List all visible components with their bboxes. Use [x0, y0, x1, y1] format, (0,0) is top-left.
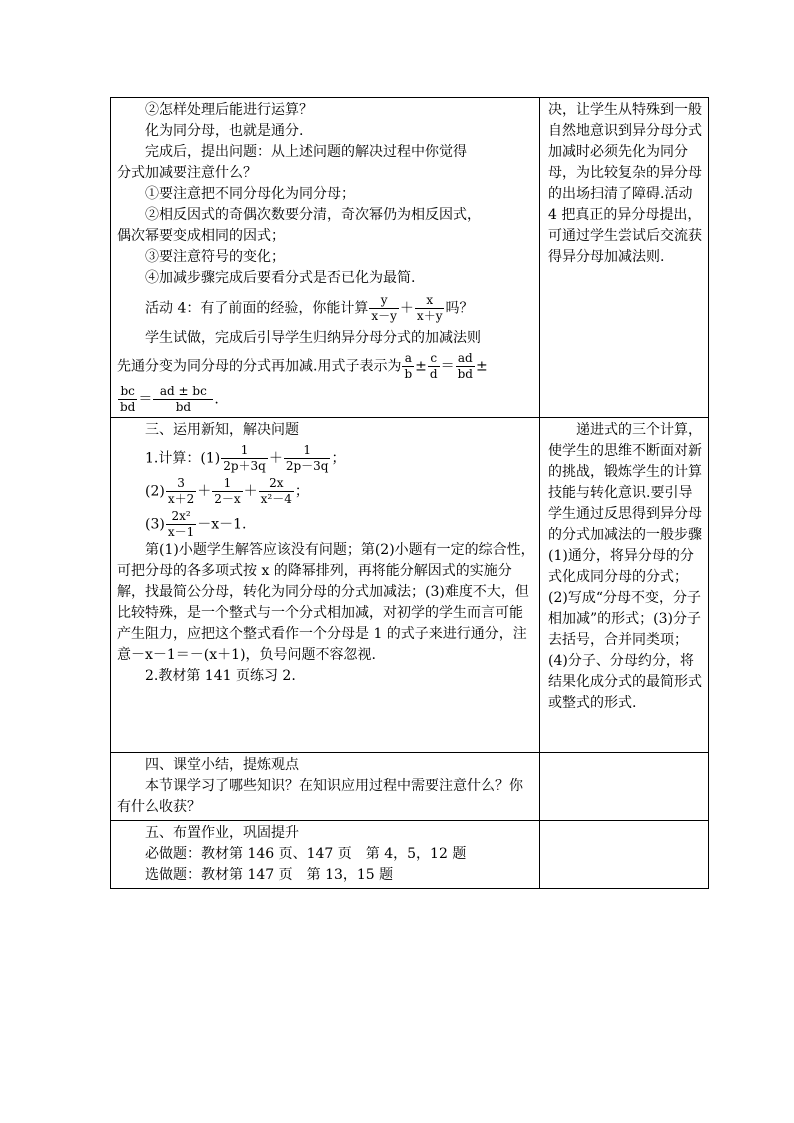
text-line: ③要注意符号的变化； [145, 249, 285, 265]
fraction: $\frac{y}{x-y}$ [371, 293, 397, 323]
text-line: ②怎样处理后能进行运算？ [145, 102, 313, 118]
text-line: ②相反因式的奇偶次数要分清，奇次幂仍为相反因式， [145, 207, 481, 223]
section-heading: 三、运用新知，解决问题 [145, 422, 299, 438]
formula-line: 先通分变为同分母的分式再加减.用式子表示为 $\frac{a}{b}$ ± $\frac{c}{d}$ ＝ $\frac{ad}{bd}$ ± [117, 351, 488, 381]
table-row [111, 98, 709, 418]
note-cell [540, 98, 709, 418]
text-line: 2.教材第 141 页练习 2. [145, 668, 296, 684]
note-cell [540, 821, 709, 889]
content-cell [111, 753, 540, 821]
exercise-2: (2) $\frac{3}{x+2}$ ＋ $\frac{1}{2-x}$ ＋ $\frac{2x}{\text{x²－4}}$ ； [145, 476, 309, 506]
summary-text: 本节课学习了哪些知识？在知识应用过程中需要注意什么？你有什么收获？ [117, 778, 523, 815]
note-text: 决，让学生从特殊到一般自然地意识到异分母分式加减时必须先化为同分母，为比较复杂的异分母的出场扫清了障碍.活动 4 把真正的异分母提出，可通过学生尝试后交流获得异分母加减法则. [548, 102, 702, 265]
explanation-paragraph: 第(1)小题学生解答应该没有问题；第(2)小题有一定的综合性，可把分母的各多项式按 x 的降幂排列，再将能分解因式的实施分解，找最简公分母，转化为同分母的分式加减法；(3)难度不大，但比较特殊，是一个整式与一个分式相加减，对初学的学生而言可能产生阻力，应把这个整式看作一个分母是 1 的式子来进行通分，注意－x－1＝－(x＋1)，负号问题不容忽视. [117, 542, 535, 663]
text-line: 分式加减要注意什么？ [117, 165, 257, 181]
content-cell [111, 821, 540, 889]
text-line: ④加减步骤完成后要看分式是否已化为最简. [145, 270, 416, 286]
table-row [111, 821, 709, 889]
exercise-1: 1.计算：(1) $\frac{1}{2p+3q}$ ＋ $\frac{1}{2p-3q}$ ； [145, 443, 346, 473]
section-heading: 五、布置作业，巩固提升 [145, 825, 299, 841]
lesson-table [110, 97, 709, 889]
text-line: 偶次幂要变成相同的因式； [117, 228, 285, 244]
table-row [111, 418, 709, 753]
exercise-3: (3) $\frac{\text{2x²}}{x-1}$ －x－1. [145, 509, 247, 539]
table-row [111, 753, 709, 821]
text-line: 完成后，提出问题：从上述问题的解决过程中你觉得 [145, 144, 467, 160]
text-line: ①要注意把不同分母化为同分母； [145, 186, 355, 202]
content-cell [111, 98, 540, 418]
fraction: $\frac{x}{x+y}$ [416, 293, 443, 323]
note-cell [540, 753, 709, 821]
text-line: 化为同分母，也就是通分. [145, 123, 304, 139]
section-heading: 四、课堂小结，提炼观点 [145, 757, 299, 773]
note-text: 递进式的三个计算，使学生的思维不断面对新的挑战，锻炼学生的计算技能与转化意识.要引导学生通过反思得到异分母的分式加减法的一般步骤 (1)通分，将异分母的分式化成同分母的分式；(2)写成“分母不变，分子相加减”的形式；(3)分子去括号，合并同类项；(4)分子、分母约分，将结果化成分式的最简形式或整式的形式. [548, 422, 702, 711]
homework-optional: 选做题：教材第 147 页 第 13，15 题 [145, 867, 394, 883]
text-line: 学生试做，完成后引导学生归纳异分母分式的加减法则 [145, 330, 481, 346]
activity-4: 活动 4：有了前面的经验，你能计算 $\frac{y}{x-y}$ ＋ $\frac{x}{x+y}$ 吗？ [145, 293, 474, 323]
note-cell [540, 418, 709, 753]
content-cell [111, 418, 540, 753]
homework-required: 必做题：教材第 146 页、147 页 第 4，5，12 题 [145, 846, 467, 862]
formula-line: $\frac{bc}{bd}$ ＝ $\frac{ad \pm bc}{bd}$ . [120, 384, 219, 414]
